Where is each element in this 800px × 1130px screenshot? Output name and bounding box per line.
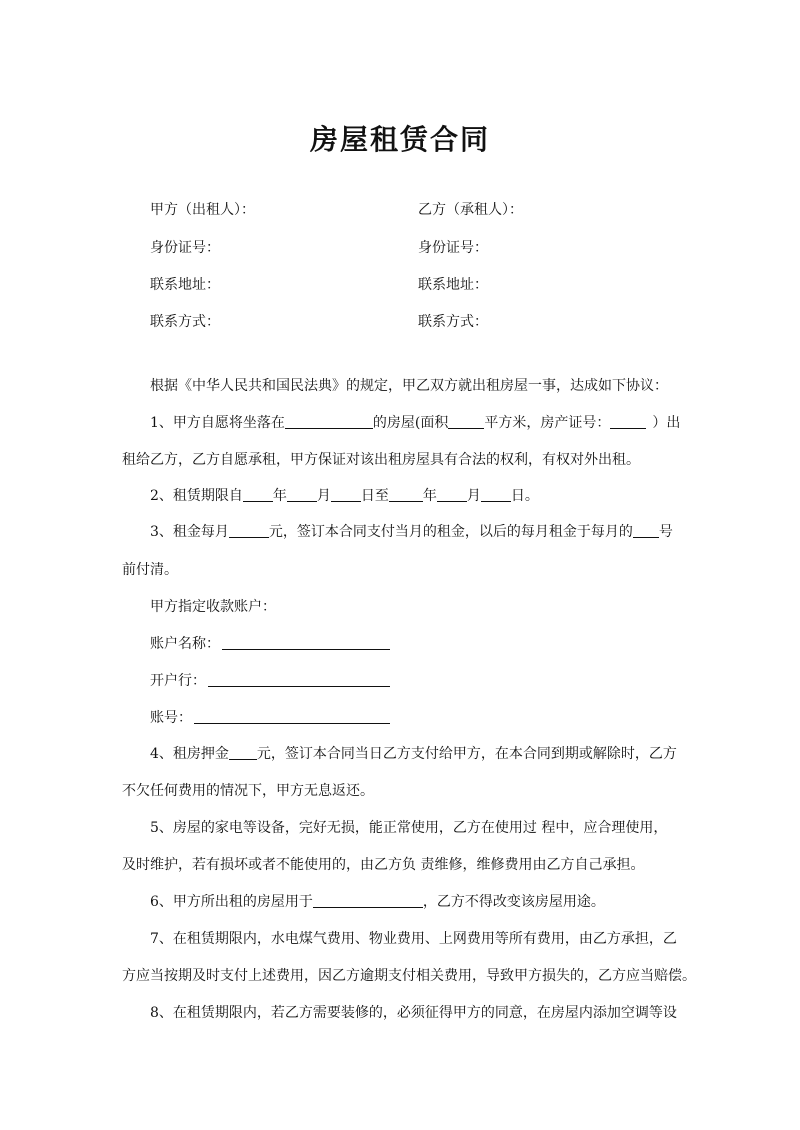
start-month-blank [287, 487, 317, 502]
end-year-blank [389, 487, 423, 502]
account-name-row: 账户名称： [150, 634, 390, 654]
area-blank [448, 414, 484, 429]
document-title: 房屋租赁合同 [309, 123, 490, 156]
clause-3-line-2: 前付清。 [122, 562, 178, 578]
lessee-contact-label: 联系方式： [418, 314, 488, 330]
monthly-rent-blank [229, 523, 269, 538]
start-year-blank [243, 487, 273, 502]
clause-2: 2、租赁期限自 年 月 日至 年 月 日。 [150, 488, 539, 504]
clause-6: 6、甲方所出租的房屋用于 ，乙方不得改变该房屋用途。 [150, 894, 605, 910]
lessee-address-label: 联系地址： [418, 277, 488, 293]
certificate-blank [610, 414, 646, 429]
bank-row: 开户行： [150, 671, 390, 691]
clause-5-line-1: 5、房屋的家电等设备，完好无损，能正常使用，乙方在使用过 程中，应合理使用， [150, 820, 668, 836]
bank-blank [208, 672, 390, 687]
clause-7-line-2: 方应当按期及时支付上述费用，因乙方逾期支付相关费用，导致甲方损失的，乙方应当赔偿。 [122, 968, 696, 984]
intro-paragraph: 根据《中华人民共和国民法典》的规定，甲乙双方就出租房屋一事，达成如下协议： [150, 378, 668, 394]
usage-blank [313, 893, 423, 908]
payment-day-blank [633, 523, 659, 538]
account-number-row: 账号： [150, 708, 390, 728]
lessee-label: 乙方（承租人）： [418, 202, 523, 218]
clause-7-line-1: 7、在租赁期限内，水电煤气费用、物业费用、上网费用等所有费用，由乙方承担，乙 [150, 931, 677, 947]
lessor-contact-label: 联系方式： [150, 314, 220, 330]
clause-1-line-1: 1、甲方自愿将坐落在 的房屋(面积 平方米，房产证号： ）出 [150, 415, 681, 431]
account-heading: 甲方指定收款账户： [150, 599, 276, 615]
clause-4-line-2: 不欠任何费用的情况下，甲方无息返还。 [122, 783, 374, 799]
deposit-blank [229, 745, 257, 760]
clause-5-line-2: 及时维护，若有损坏或者不能使用的，由乙方负 责维修，维修费用由乙方自己承担。 [122, 857, 645, 873]
end-day-blank [481, 487, 511, 502]
account-number-blank [194, 709, 390, 724]
lessor-address-label: 联系地址： [150, 277, 220, 293]
account-name-blank [222, 635, 390, 650]
location-blank [285, 414, 373, 429]
clause-1-line-2: 租给乙方，乙方自愿承租，甲方保证对该出租房屋具有合法的权利，有权对外出租。 [122, 452, 640, 468]
end-month-blank [437, 487, 467, 502]
lessee-id-label: 身份证号： [418, 240, 488, 256]
lessor-id-label: 身份证号： [150, 240, 220, 256]
start-day-blank [331, 487, 361, 502]
lessor-label: 甲方（出租人）： [150, 202, 255, 218]
clause-3-line-1: 3、租金每月 元，签订本合同支付当月的租金，以后的每月租金于每月的 号 [150, 524, 673, 540]
clause-8-line-1: 8、在租赁期限内，若乙方需要装修的，必须征得甲方的同意，在房屋内添加空调等设 [150, 1005, 677, 1021]
clause-4-line-1: 4、租房押金 元，签订本合同当日乙方支付给甲方，在本合同到期或解除时，乙方 [150, 746, 677, 762]
